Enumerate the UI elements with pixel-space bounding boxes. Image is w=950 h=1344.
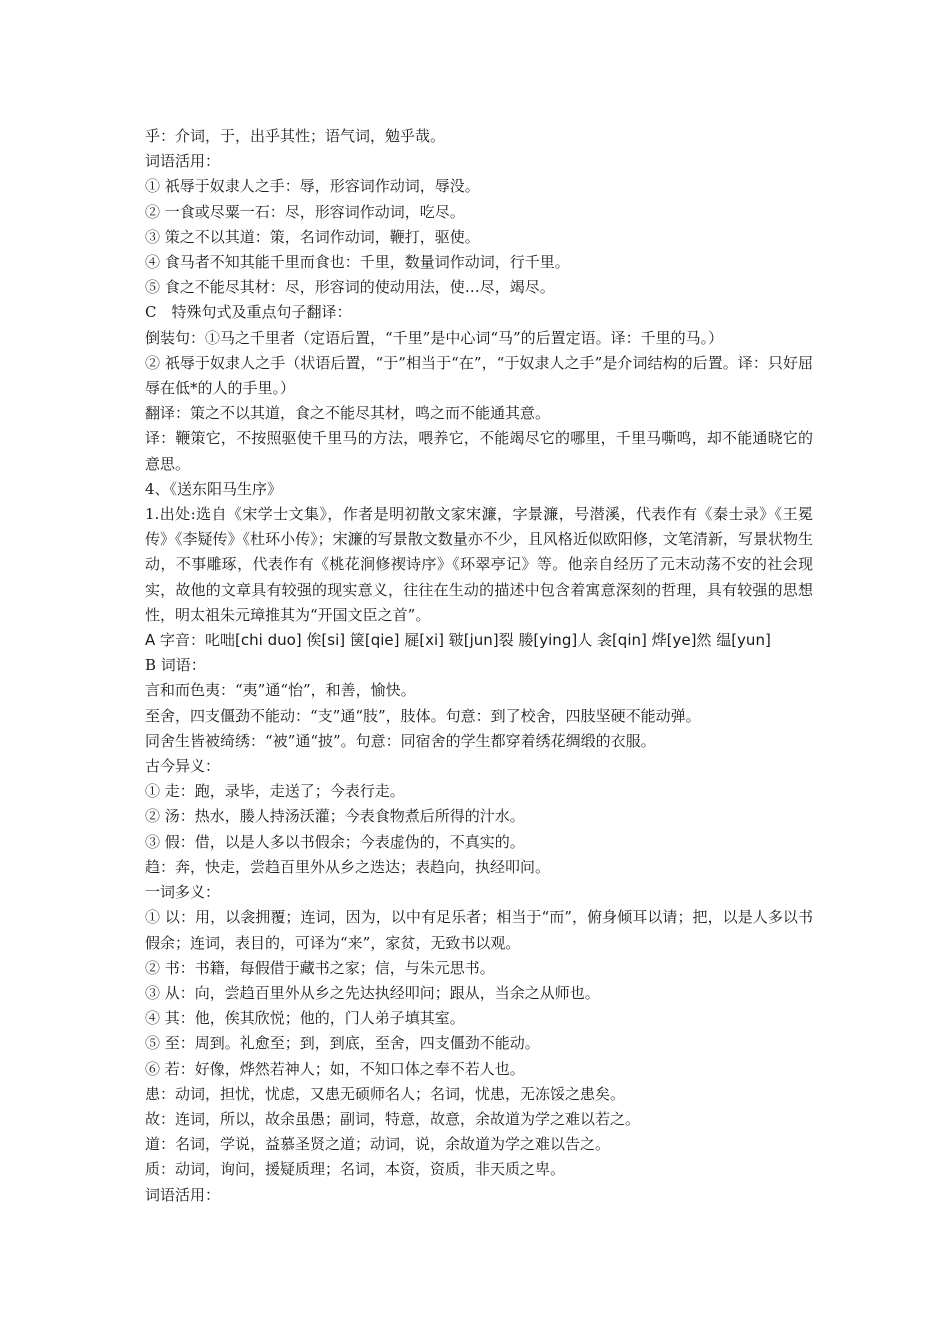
list-item: ② 书：书籍，每假借于藏书之家；信，与朱元思书。 (145, 958, 495, 977)
section-heading: 古今异义： (145, 757, 221, 776)
section-heading: 词语活用： (145, 1185, 221, 1204)
text-line: 道：名词，学说，益慕圣贤之道；动词，说，余故道为学之难以告之。 (145, 1135, 611, 1154)
text-line: 言和而色夷：“夷”通“怡”，和善，愉快。 (145, 681, 416, 700)
text-line: 同舍生皆被绮绣：“被”通“披”。句意：同宿舍的学生都穿着绣花绸缎的衣服。 (145, 731, 656, 750)
text-paragraph: 倒装句：①马之千里者（定语后置，“千里”是中心词“马”的后置定语。译：千里的马。） (145, 328, 724, 347)
list-item: ② 一食或尽粟一石：尽，形容词作动词，吃尽。 (145, 202, 465, 221)
text-line: 翻译：策之不以其道，食之不能尽其材，鸣之而不能通其意。 (145, 404, 551, 423)
list-item: ① 走：跑，录毕，走送了；今表行走。 (145, 782, 405, 801)
section-heading: C 特殊句式及重点句子翻译： (145, 303, 352, 322)
list-item: ⑤ 至：周到。礼愈至；到，到底，至舍，四支僵劲不能动。 (145, 1034, 540, 1053)
text-line: 故：连词，所以，故余虽愚；副词，特意，故意，余故道为学之难以若之。 (145, 1109, 641, 1128)
text-line: 至舍，四支僵劲不能动：“支”通“肢”，肢体。句意：到了校舍，四肢坚硬不能动弹。 (145, 706, 701, 725)
text-line: 质：动词，询问，援疑质理；名词，本资，资质，非天质之卑。 (145, 1160, 566, 1179)
section-heading: 词语活用： (145, 152, 221, 171)
list-item: ③ 策之不以其道：策，名词作动词，鞭打，驱使。 (145, 227, 480, 246)
text-paragraph: 1.出处:选自《宋学士文集》，作者是明初散文家宋濂，字景濂，号潜溪，代表作有《秦士录》《王冕传》《李疑传》《杜环小传》；宋濂的写景散文数量亦不少，且风格近似欧阳修，文笔清新，写景状物生动，不事雕琢，代表作有《桃花涧修禊诗序》《环翠亭记》等。他亲自经历了元末动荡不安的社会现实，故他的文章具有较强的现实意义，往往在生动的描述中包含着寓意深刻的哲理，具有较强的思想性，明太祖朱元璋推其为“开国文臣之首”。 (145, 505, 813, 624)
text-line: 患：动词，担忧，忧虑，又患无硕师名人；名词，忧患，无冻馁之患矣。 (145, 1084, 626, 1103)
section-heading: 一词多义： (145, 883, 221, 902)
list-item: ② 汤：热水，媵人持汤沃灌；今表食物煮后所得的汁水。 (145, 807, 525, 826)
list-item: ④ 食马者不知其能千里而食也：千里，数量词作动词，行千里。 (145, 253, 570, 272)
section-heading: 4、《送东阳马生序》 (145, 479, 283, 498)
pronunciation-paragraph: A 字音：叱咄[chi duo] 俟[si] 箧[qie] 屣[xi] 皲[jun]裂 媵[ying]人 衾[qin] 烨[ye]然 缊[yun] (145, 631, 771, 650)
list-item: ① 以：用，以衾拥覆；连词，因为，以中有足乐者；相当于“而”，俯身倾耳以请；把，以是人多以书假余；连词，表目的，可译为“来”，家贫，无致书以观。 (145, 908, 813, 952)
text-line: 乎：介词，于，出乎其性；语气词，勉乎哉。 (145, 127, 446, 145)
list-item: ⑤ 食之不能尽其材：尽，形容词的使动用法，使…尽，竭尽。 (145, 278, 555, 297)
text-paragraph: ② 祇辱于奴隶人之手（状语后置，“于”相当于“在”，“于奴隶人之手”是介词结构的后置。译：只好屈辱在低*的人的手里。） (145, 353, 813, 398)
list-item: ③ 假：借，以是人多以书假余；今表虚伪的，不真实的。 (145, 832, 525, 851)
list-item: ⑥ 若：好像，烨然若神人；如，不知口体之奉不若人也。 (145, 1059, 525, 1078)
list-item: ④ 其：他，俟其欣悦；他的，门人弟子填其室。 (145, 1009, 465, 1028)
text-line: 趋：奔，快走，尝趋百里外从乡之迭达；表趋向，执经叩问。 (145, 857, 551, 876)
document-page (145, 124, 813, 1208)
list-item: ① 祇辱于奴隶人之手：辱，形容词作动词，辱没。 (145, 177, 480, 196)
section-heading: B 词语： (145, 656, 206, 675)
list-item: ③ 从：向，尝趋百里外从乡之先达执经叩问；跟从，当余之从师也。 (145, 983, 600, 1002)
text-paragraph: 译：鞭策它，不按照驱使千里马的方法，喂养它，不能竭尽它的哪里，千里马嘶鸣，却不能通晓它的意思。 (145, 429, 813, 473)
